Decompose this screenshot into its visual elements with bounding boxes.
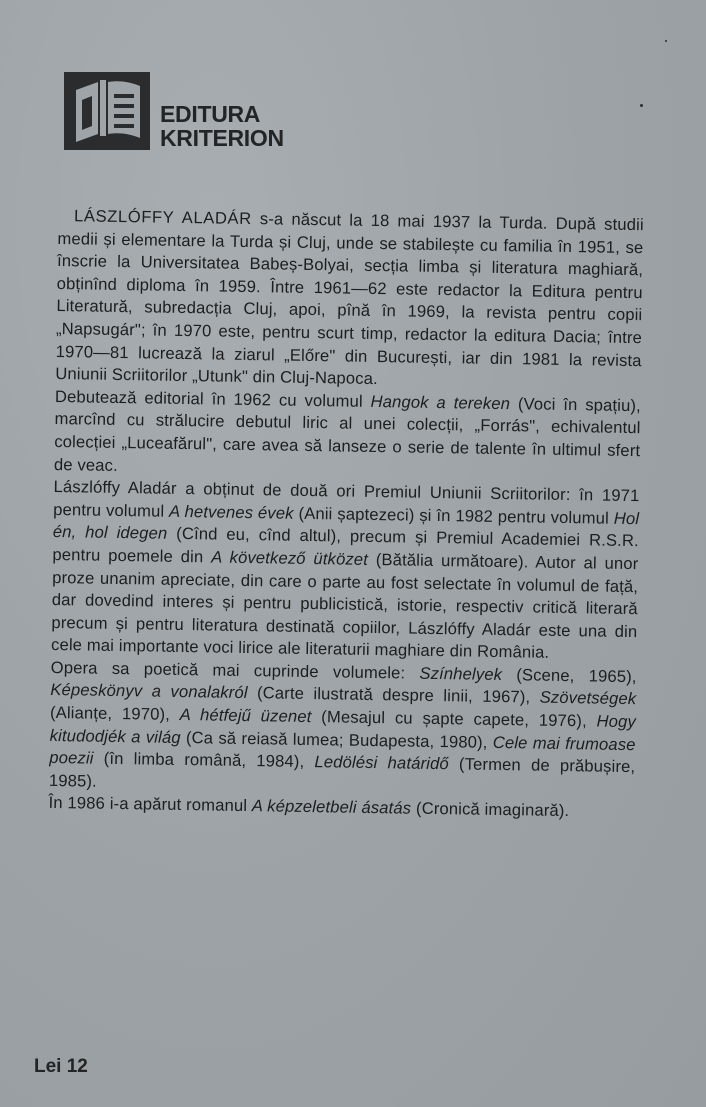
bio-text: În 1986 i-a apărut romanul [48,793,253,816]
book-title: Ledölési határidő [314,752,449,774]
bio-text: Lászlóffy Aladár a obținut de două ori Premiul Uniunii Scriitorilor: în 1971 pentru volumul [53,477,640,521]
book-title: Hangok a tereken [370,391,511,413]
book-title: A hétfejű üzenet [179,705,312,727]
bio-text: (Carte ilustrată despre linii, 1967), [247,683,540,708]
publisher-name-line1: EDITURA [160,101,261,127]
book-title: Hogy kitudodjék a világ [49,711,637,747]
author-biography [48,205,644,824]
bio-paragraph-4 [49,657,637,802]
bio-text: Debutează editorial în 1962 cu volumul [54,386,371,411]
price-label: Lei 12 [34,1056,88,1077]
bio-text: s-a născut la 18 mai 1937 la Turda. După studii medii și elementare la Turda și Cluj, unde se stabilește cu familia în 1951, se înscrie la Universitatea Babeș-Bolyai, secția limba și literatura maghiară, obținînd diploma în 1959. Între 1961—62 este redactor la Editura pentru Literatură, subredacția Cluj, apoi, pînă în 1969, la revista pentru copii „Napsugár"; în 1970 este, pentru scurt timp, redactor la editura Dacia; între 1970—81 lucrează la ziarul „Előre" din București, iar din 1981 la revista Uniunii Scriitorilor „Utunk" din Cluj-Napoca. [55,209,644,389]
bio-paragraph-1 [55,205,644,395]
bio-text: (Termen de prăbușire, 1985). [48,754,636,791]
bio-text: Opera sa poetică mai cuprinde volumele: [50,657,420,683]
publisher-name [160,102,284,150]
book-title: Színhelyek [419,663,503,684]
bio-text: (Voci în spațiu), marcînd cu strălucire debutul liric al unei colecții, „Forrás", echivalentul colecției „Luceafărul", care avea să lanseze o serie de talente în ultimul sfert de veac. [53,393,642,475]
book-title: Hol én, hol idegen [52,508,640,544]
book-title: A hetvenes évek [168,501,294,523]
bio-text: (Cînd eu, cînd altul), precum și Premiul Academiei R.S.R. pentru poemele din [52,524,639,567]
bio-text: (Mesajul cu șapte capete, 1976), [311,707,597,731]
book-title: Képeskönyv a vonalakról [50,680,248,703]
open-book-icon [64,72,150,150]
bio-paragraph-3 [51,476,640,666]
bio-text: (Ca să reiasă lumea; Budapesta, 1980), [180,727,493,752]
publisher-name-line2: KRITERION [160,125,284,151]
paper-speck [640,104,643,107]
bio-text: (Bătălia următoare). Autor al unor proze unanim apreciate, din care o parte au fost selectate în volumul de față, dar dovedind interes și pentru publicistică, istorie, respectiv critică literară precum și pentru literatura destinată copiilor, Lászlóffy Aladár este una din cele mai importante voci lirice ale literaturii maghiare din România. [50,549,639,663]
bio-text: (în limba română, 1984), [93,748,315,772]
bio-text: (Scene, 1965), [501,664,637,687]
paper-speck [665,40,667,42]
book-title: A következő ütközet [211,547,369,569]
publisher-logo [64,72,298,158]
book-title: Szövetségek [539,688,637,709]
bio-paragraph-2 [54,386,641,486]
book-title: A képzeletbeli ásatás [251,796,412,819]
bio-text: (Cronică imaginară). [411,799,570,821]
author-name: LÁSZLÓFFY ALADÁR [73,206,252,229]
book-title: Cele mai frumoase poezii [49,732,636,768]
bio-text: (Alianțe, 1970), [49,703,180,725]
bio-text: (Anii șaptezeci) și în 1982 pentru volumul [293,503,614,528]
